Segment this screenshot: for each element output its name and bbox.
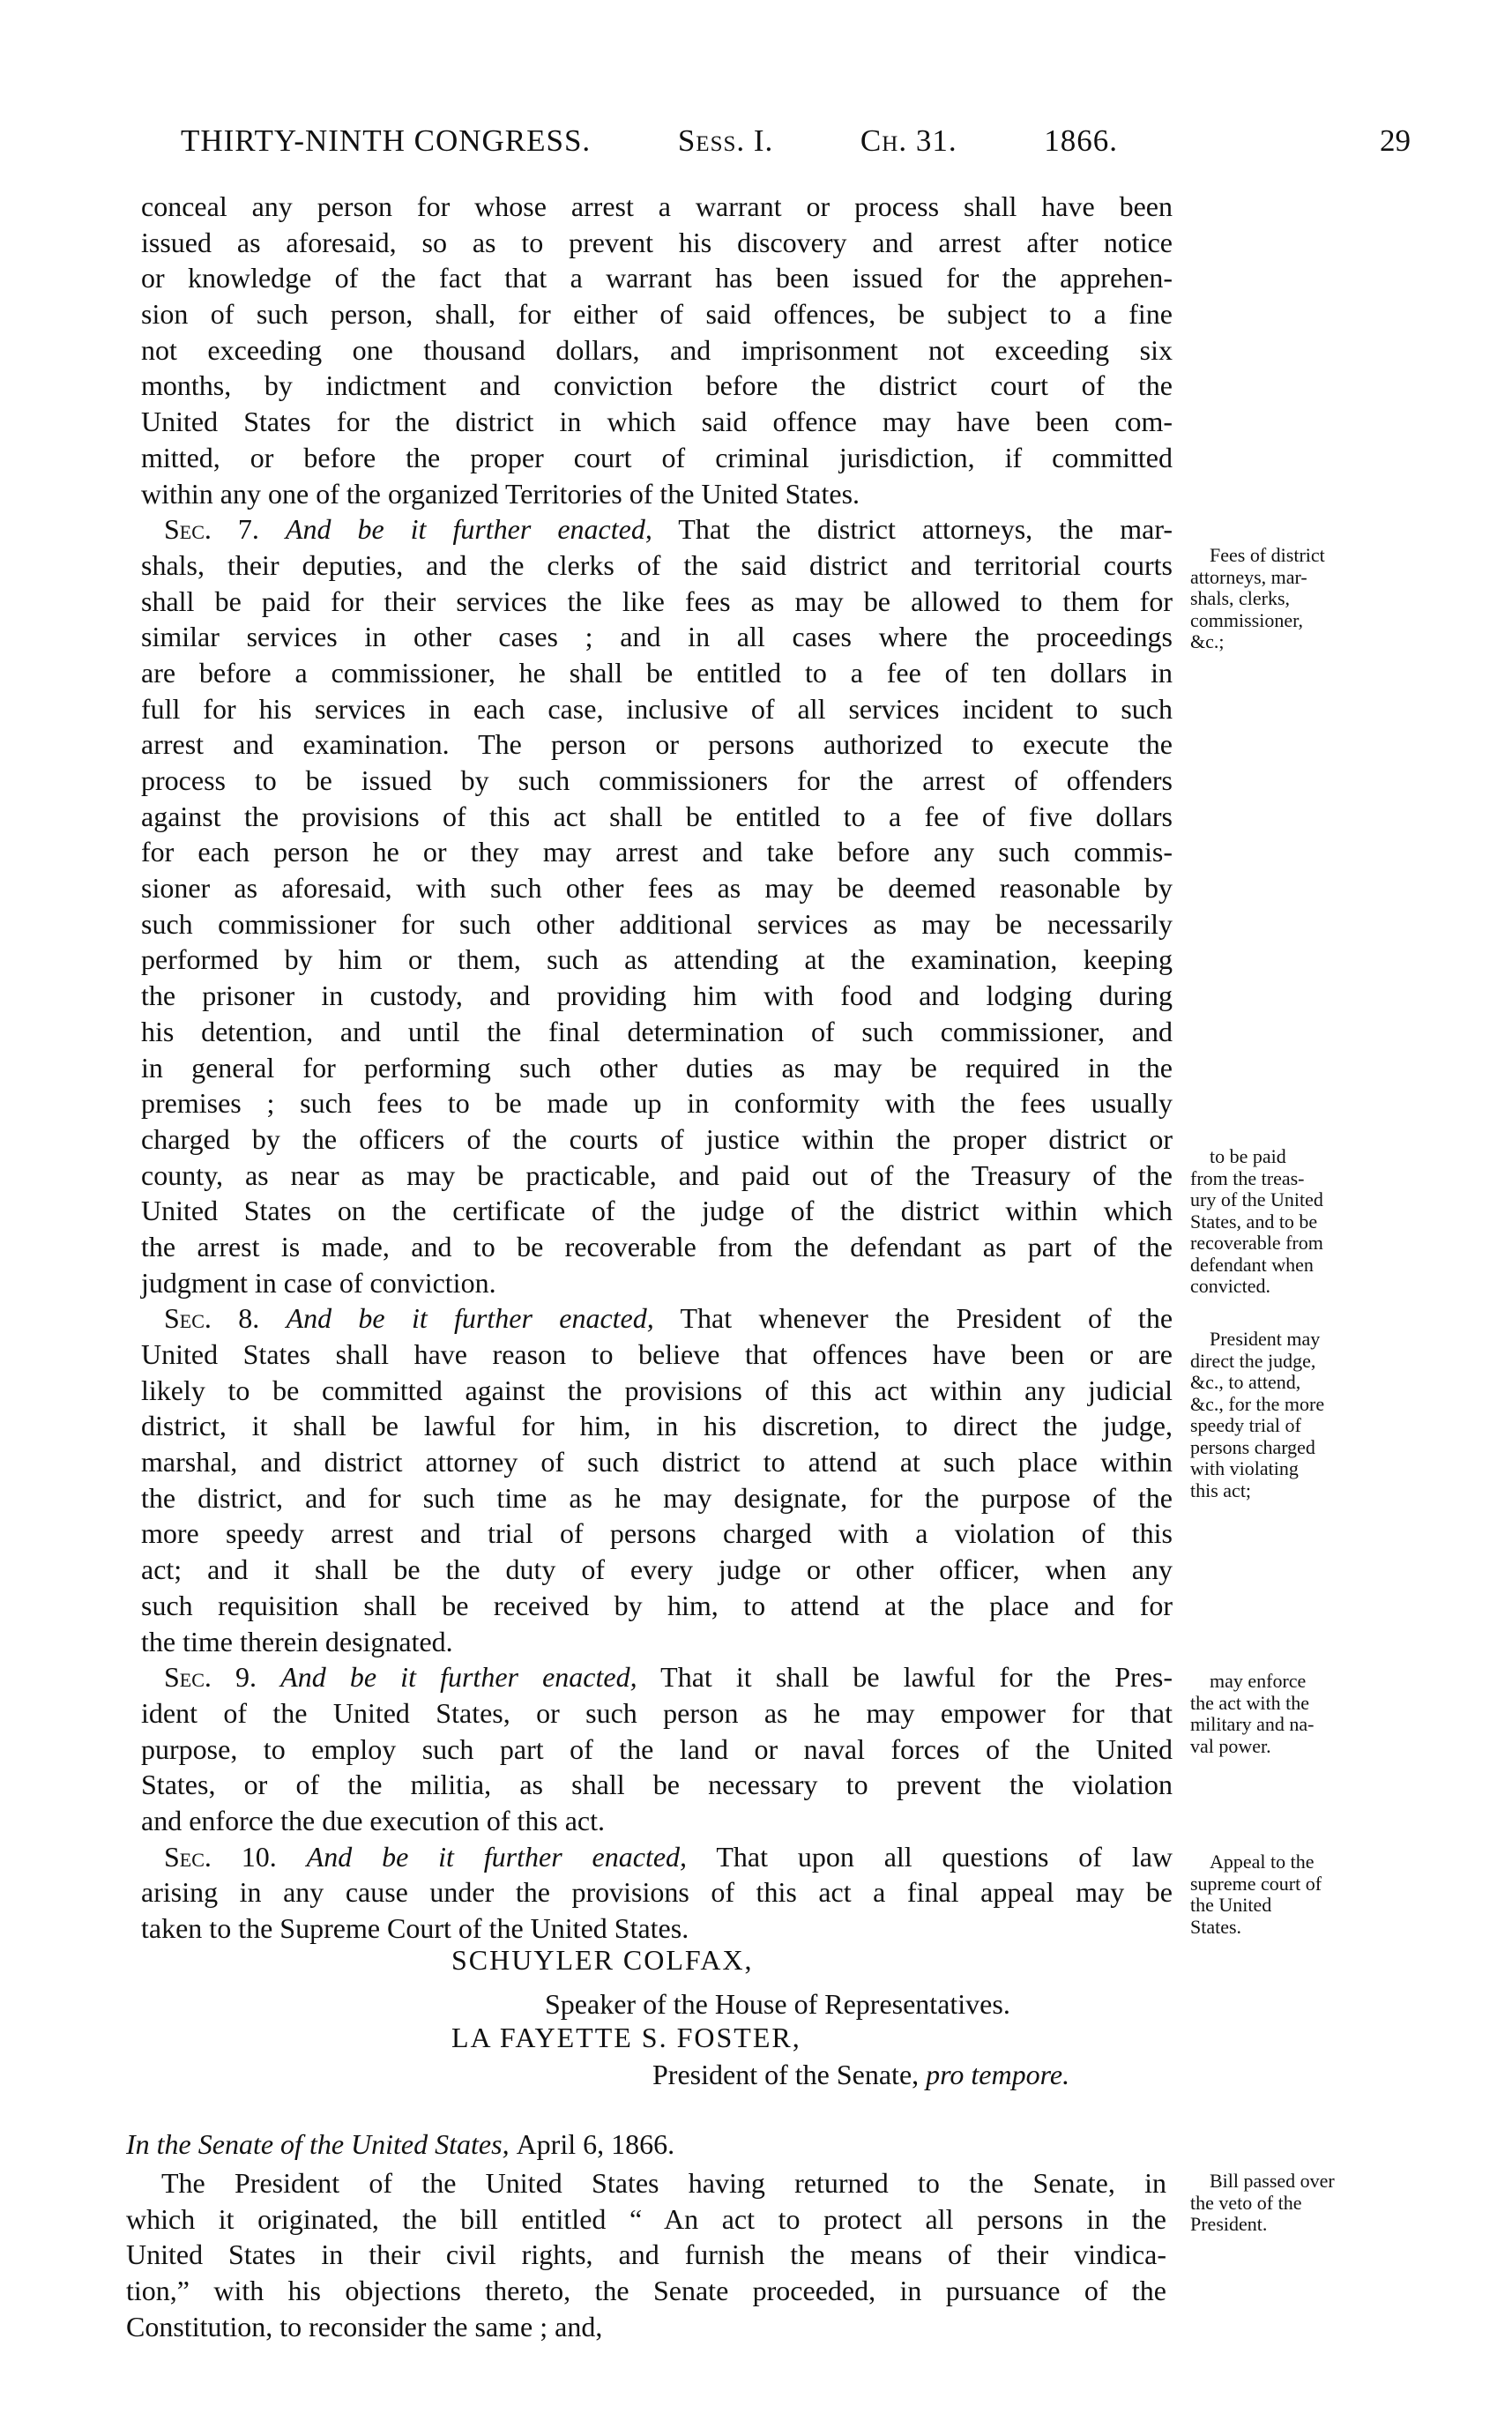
margin-note-line: may enforce xyxy=(1210,1670,1307,1692)
text-line xyxy=(141,332,1173,369)
line-text: That upon all questions of law xyxy=(716,1840,1173,1873)
text-line: which it originated, the bill entitled “ An act to protect all persons in the xyxy=(126,2202,1166,2235)
text-line xyxy=(141,799,1173,835)
line-text: district, it shall be lawful for him, in his discretion, to direct the judge, xyxy=(141,1410,1173,1442)
line-text: sioner as aforesaid, with such other fees as may be deemed reasonable by xyxy=(141,872,1173,905)
margin-note xyxy=(1190,1146,1508,1298)
line-text: full for his services in each case, inclusive of all services incident to such xyxy=(141,692,1173,725)
pro-tempore: pro tempore. xyxy=(926,2059,1070,2090)
margin-note-line: defendant when xyxy=(1190,1253,1314,1276)
text-line xyxy=(141,511,1173,547)
margin-note-line: the act with the xyxy=(1190,1691,1310,1714)
paragraph xyxy=(141,1659,1173,1838)
line-text: arrest and examination. The person or persons authorized to execute the xyxy=(141,728,1173,761)
line-text: or knowledge of the fact that a warrant has been issued for the apprehen- xyxy=(141,262,1173,294)
line-text: issued as aforesaid, so as to prevent his discovery and arrest after notice xyxy=(141,226,1173,258)
line-text: conceal any person for whose arrest a warrant or process shall have been xyxy=(141,190,1173,222)
text-line xyxy=(141,1803,1173,1839)
line-text: the district, and for such time as he may designate, for the purpose of the xyxy=(141,1481,1173,1514)
line-text: taken to the Supreme Court of the United States. xyxy=(141,1912,689,1944)
line-text: the arrest is made, and to be recoverable from the defendant as part of the xyxy=(141,1230,1173,1262)
margin-note-line: President may xyxy=(1210,1328,1321,1350)
text-line: Constitution, to reconsider the same ; and, xyxy=(126,2310,603,2342)
text-line: tion,” with his objections thereto, the Senate proceeded, in pursuance of the xyxy=(126,2275,1166,2307)
text-line xyxy=(141,1300,1173,1337)
text-line xyxy=(141,906,1173,942)
president-title-text: President of the Senate, xyxy=(652,2059,920,2090)
text-line xyxy=(141,1839,1173,1875)
text-line xyxy=(141,1516,1173,1552)
margin-note-line: &c., for the more xyxy=(1190,1392,1325,1415)
text-line xyxy=(141,1337,1173,1373)
text-line xyxy=(141,1732,1173,1768)
page-number: 29 xyxy=(1380,123,1411,158)
text-line xyxy=(141,404,1173,440)
line-text: sion of such person, shall, for either of said offences, be subject to a fine xyxy=(141,298,1173,331)
text-line: The President of the United States having returned to the Senate, in xyxy=(161,2167,1166,2199)
margin-note-line: President. xyxy=(1190,2213,1268,2235)
line-text: performed by him or them, such as attending at the examination, keeping xyxy=(141,943,1173,976)
text-line xyxy=(141,1085,1173,1121)
section-number: Sec. 9. xyxy=(164,1661,257,1694)
text-line xyxy=(141,1121,1173,1158)
section-number: Sec. 8. xyxy=(164,1302,260,1335)
speaker-title: Speaker of the House of Representatives. xyxy=(545,1988,1010,2020)
line-text: are before a commissioner, he shall be entitled to a fee of ten dollars in xyxy=(141,656,1173,689)
text-line xyxy=(141,476,1173,512)
line-text: act; and it shall be the duty of every judge or other officer, when any xyxy=(141,1553,1173,1586)
margin-note-line: commissioner, xyxy=(1190,608,1304,631)
margin-note-line: &c., to attend, xyxy=(1190,1371,1301,1393)
running-header xyxy=(181,123,1118,159)
line-text: charged by the officers of the courts of justice within the proper district or xyxy=(141,1122,1173,1155)
header-session: Sess. I. xyxy=(677,123,774,158)
margin-note-line: attorneys, mar- xyxy=(1190,565,1307,588)
margin-note xyxy=(1190,1851,1508,1938)
text-line xyxy=(141,1158,1173,1194)
line-text: months, by indictment and conviction before the district court of the xyxy=(141,369,1173,402)
senate-heading-date: April 6, 1866. xyxy=(516,2128,675,2160)
line-text: his detention, and until the final determination of such commissioner, and xyxy=(141,1015,1173,1047)
text-line xyxy=(141,1552,1173,1588)
margin-note-line: the veto of the xyxy=(1190,2191,1302,2214)
text-line xyxy=(141,1659,1173,1695)
section-number: Sec. 7. xyxy=(164,513,259,546)
line-text: likely to be committed against the provisions of this act within any judicial xyxy=(141,1374,1173,1406)
margin-note-line: shals, clerks, xyxy=(1190,587,1291,609)
text-line xyxy=(141,1480,1173,1516)
text-line xyxy=(141,584,1173,620)
text-line xyxy=(141,189,1173,225)
text-line xyxy=(141,619,1173,655)
line-text: That the district attorneys, the mar- xyxy=(678,513,1173,546)
text-line xyxy=(141,1767,1173,1803)
margin-note-line: recoverable from xyxy=(1190,1232,1323,1254)
text-line xyxy=(141,1193,1173,1229)
line-text: such commissioner for such other additional services as may be necessarily xyxy=(141,907,1173,940)
margin-note-line: Bill passed over xyxy=(1210,2170,1335,2192)
text-line xyxy=(141,763,1173,799)
line-text: That whenever the President of the xyxy=(680,1302,1173,1335)
line-text: more speedy arrest and trial of persons charged with a violation of this xyxy=(141,1517,1173,1550)
paragraph xyxy=(141,1300,1173,1659)
senate-paragraph xyxy=(126,2165,1166,2344)
text-line xyxy=(141,978,1173,1014)
text-line xyxy=(141,834,1173,870)
margin-note-line: direct the judge, xyxy=(1190,1349,1316,1372)
margin-note-line: Fees of district xyxy=(1210,544,1325,566)
text-line xyxy=(141,1695,1173,1732)
section-number: Sec. 10. xyxy=(164,1840,277,1873)
text-line xyxy=(141,547,1173,584)
text-line xyxy=(141,225,1173,261)
margin-note-line: ury of the United xyxy=(1190,1188,1323,1210)
statute-body xyxy=(141,189,1173,1947)
margin-note-line: val power. xyxy=(1190,1734,1271,1757)
line-text: United States for the district in which said offence may have been com- xyxy=(141,406,1173,438)
header-year: 1866. xyxy=(1044,123,1118,158)
text-line xyxy=(141,1444,1173,1480)
line-text: premises ; such fees to be made up in conformity with the fees usually xyxy=(141,1087,1173,1120)
text-line xyxy=(141,870,1173,906)
text-line xyxy=(141,726,1173,763)
line-text: and enforce the due execution of this act. xyxy=(141,1804,605,1836)
text-line xyxy=(141,1408,1173,1444)
senate-heading-text: In the Senate of the United States, xyxy=(126,2128,510,2160)
line-text: arising in any cause under the provisions of this act a final appeal may be xyxy=(141,1876,1173,1909)
president-title xyxy=(652,2059,1069,2091)
text-line: United States in their civil rights, and furnish the means of their vindica- xyxy=(126,2238,1166,2271)
line-text: marshal, and district attorney of such district to attend at such place within xyxy=(141,1446,1173,1478)
margin-note-line: Appeal to the xyxy=(1210,1851,1315,1873)
text-line xyxy=(141,1014,1173,1050)
line-text: purpose, to employ such part of the land or naval forces of the United xyxy=(141,1732,1173,1765)
margin-note-line: with violating xyxy=(1190,1457,1299,1479)
text-line xyxy=(141,1874,1173,1910)
margin-note xyxy=(1190,1671,1508,1757)
line-text: county, as near as may be practicable, and paid out of the Treasury of the xyxy=(141,1158,1173,1191)
text-line xyxy=(141,440,1173,476)
line-text: shals, their deputies, and the clerks of the said district and territorial courts xyxy=(141,548,1173,581)
line-text: for each person he or they may arrest and take before any such commis- xyxy=(141,836,1173,868)
text-line xyxy=(141,1588,1173,1624)
line-text: in general for performing such other duties as may be required in the xyxy=(141,1051,1173,1084)
margin-note-line: supreme court of xyxy=(1190,1872,1322,1895)
text-line xyxy=(141,655,1173,691)
line-text: shall be paid for their services the like fees as may be allowed to them for xyxy=(141,585,1173,617)
line-text: That it shall be lawful for the Pres- xyxy=(660,1661,1173,1694)
line-text: United States on the certificate of the judge of the district within which xyxy=(141,1195,1173,1227)
margin-note-line: States, and to be xyxy=(1190,1210,1318,1233)
line-text: process to be issued by such commissioners for the arrest of offenders xyxy=(141,764,1173,796)
text-line xyxy=(141,1050,1173,1086)
margin-note-line: persons charged xyxy=(1190,1435,1315,1458)
text-line xyxy=(141,368,1173,404)
header-title: THIRTY-NINTH CONGRESS. xyxy=(181,123,592,158)
line-text: within any one of the organized Territories of the United States. xyxy=(141,477,860,510)
text-line xyxy=(141,1624,1173,1660)
paragraph xyxy=(141,189,1173,511)
text-line xyxy=(141,1910,1173,1947)
line-text: similar services in other cases ; and in all cases where the proceedings xyxy=(141,621,1173,653)
header-chapter: Ch. 31. xyxy=(860,123,957,158)
enacting-clause: And be it further enacted, xyxy=(286,1302,654,1335)
margin-note-line: the United xyxy=(1190,1894,1272,1916)
margin-note-line: &c.; xyxy=(1190,630,1225,652)
margin-note-line: States. xyxy=(1190,1915,1242,1938)
paragraph xyxy=(141,1839,1173,1947)
margin-note-line: convicted. xyxy=(1190,1275,1271,1297)
line-text: ident of the United States, or such person as he may empower for that xyxy=(141,1696,1173,1729)
senate-heading xyxy=(126,2128,674,2161)
enacting-clause: And be it further enacted, xyxy=(306,1840,688,1873)
text-line xyxy=(141,942,1173,978)
margin-note-line: this act; xyxy=(1190,1478,1252,1501)
text-line xyxy=(141,1373,1173,1409)
margin-note-line: speedy trial of xyxy=(1190,1414,1301,1436)
margin-note xyxy=(1190,545,1508,653)
paragraph xyxy=(141,511,1173,1300)
line-text: judgment in case of conviction. xyxy=(141,1266,496,1299)
line-text: mitted, or before the proper court of criminal jurisdiction, if committed xyxy=(141,441,1173,473)
line-text: States, or of the militia, as shall be necessary to prevent the violation xyxy=(141,1769,1173,1801)
line-text: United States shall have reason to believe that offences have been or are xyxy=(141,1338,1173,1370)
speaker-signature: SCHUYLER COLFAX, xyxy=(451,1944,754,1976)
text-line xyxy=(141,296,1173,332)
text-line xyxy=(141,1265,1173,1301)
margin-note-line: from the treas- xyxy=(1190,1166,1305,1189)
enacting-clause: And be it further enacted, xyxy=(285,513,652,546)
text-line xyxy=(141,260,1173,296)
line-text: such requisition shall be received by him, to attend at the place and for xyxy=(141,1589,1173,1621)
margin-note xyxy=(1190,2171,1508,2236)
line-text: the time therein designated. xyxy=(141,1625,453,1657)
text-line xyxy=(141,691,1173,727)
enacting-clause: And be it further enacted, xyxy=(280,1661,637,1694)
margin-note xyxy=(1190,1329,1508,1501)
margin-note-line: to be paid xyxy=(1210,1145,1286,1167)
margin-note-line: military and na- xyxy=(1190,1713,1315,1735)
line-text: the prisoner in custody, and providing him with food and lodging during xyxy=(141,979,1173,1012)
text-line xyxy=(141,1229,1173,1265)
president-signature: LA FAYETTE S. FOSTER, xyxy=(451,2022,801,2053)
line-text: against the provisions of this act shall be entitled to a fee of five dollars xyxy=(141,800,1173,832)
line-text: not exceeding one thousand dollars, and imprisonment not exceeding six xyxy=(141,333,1173,366)
